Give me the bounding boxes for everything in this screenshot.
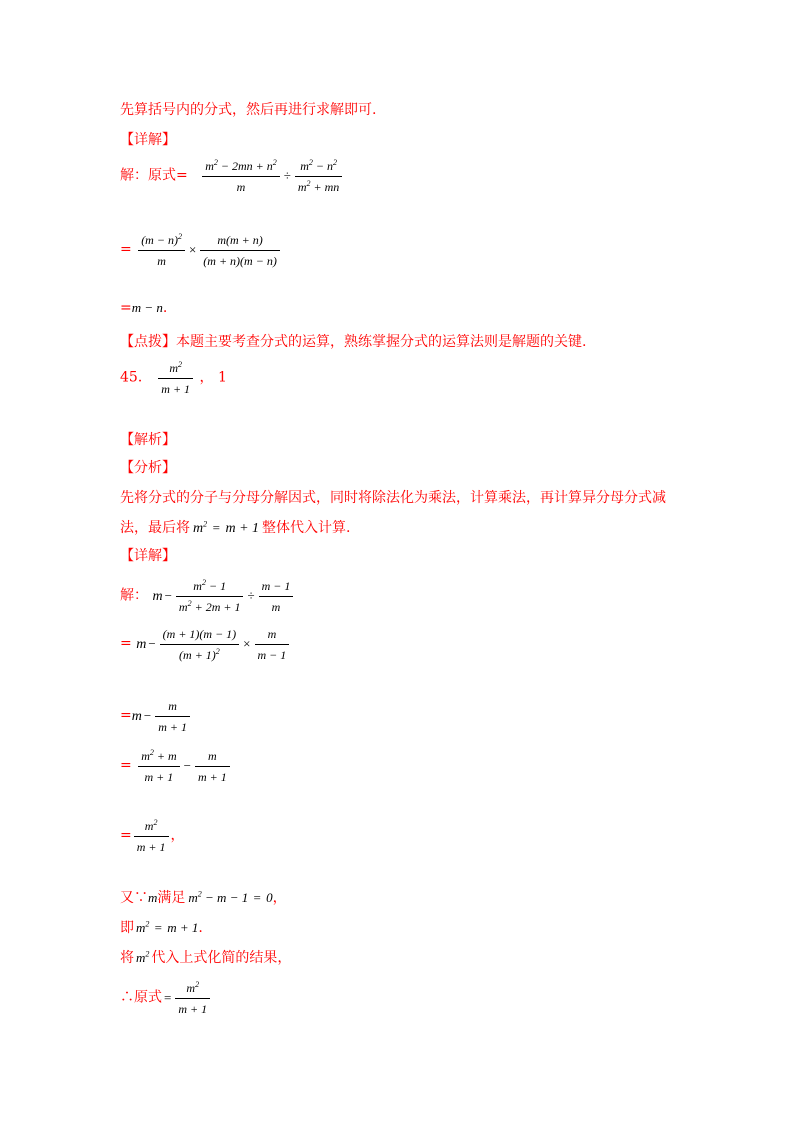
given-c: ， (272, 890, 287, 906)
step-1: 解： m − $\frac{m^2 - 1}{m^2 + 2m + 1}$ ÷ $\frac{m - 1}{m}$ (120, 578, 295, 615)
given-b: 满足 (157, 890, 186, 906)
detail-label-1: 【详解】 (120, 132, 176, 148)
sub-b: 代入上式化简的结果， (151, 950, 292, 966)
ie-line: 即 $m^2 = m + 1$. (120, 919, 203, 936)
step-3: =m − $\frac{m}{m + 1}$ (120, 698, 192, 735)
equals-sign-6: = (120, 827, 132, 844)
equals-sign: = (120, 241, 132, 258)
analysis-line-2b: 整体代入计算. (262, 520, 351, 536)
solution-line-1 (120, 158, 344, 195)
analysis-line-2a: 法，最后将 (120, 520, 190, 536)
conclusion-line: ∴原式 = $\frac{m^2}{m + 1}$ (120, 980, 212, 1017)
q45-second-answer: 1 (217, 369, 227, 386)
q45-fraction: $\frac{m^2}{m + 1}$ (156, 371, 195, 386)
equals-sign-2: = (120, 300, 132, 316)
tip-line: 【点拨】本题主要考查分式的运算，熟练掌握分式的运算法则是解题的关键. (120, 334, 587, 350)
detail-label-2: 【详解】 (120, 548, 176, 564)
solve-prefix: 解： (120, 587, 148, 604)
equals-sign-3: = (120, 635, 132, 652)
q45-answer (120, 360, 227, 397)
ie-b: . (198, 920, 203, 936)
step-2: = m − $\frac{(m + 1)(m - 1)}{(m + 1)^2}$ × $\frac{m}{m - 1}$ (120, 626, 291, 663)
conclusion-a: ∴原式 (120, 989, 162, 1006)
ie-a: 即 (120, 920, 134, 936)
step-4: = $\frac{m^2 + m}{m + 1}$ − $\frac{m}{m + 1}$ (120, 748, 232, 785)
analysis-line-2: 法，最后将 $m^2 = m + 1$ 整体代入计算. (120, 519, 351, 536)
fraction-1: $\frac{m^2 - 2mn + n^2}{m}$ ÷ $\frac{m^2 - n^2}{m^2 + mn}$ (192, 169, 344, 184)
equals-sign-5: = (120, 757, 132, 774)
analysis-line-1: 先将分式的分子与分母分解因式，同时将除法化为乘法，计算乘法，再计算异分母分式减 (120, 490, 666, 506)
analysis-label: 【解析】 (120, 432, 176, 448)
substitute-line: 将 $m^2$ 代入上式化简的结果， (120, 949, 292, 966)
q45-separator: ， (199, 369, 214, 386)
fenxi-label: 【分析】 (120, 460, 176, 476)
intro-line: 先算括号内的分式，然后再进行求解即可. (120, 102, 377, 118)
comma-1: ， (170, 827, 185, 844)
equals-sign-4: = (120, 707, 132, 724)
sub-a: 将 (120, 950, 134, 966)
step-5: = $\frac{m^2}{m + 1}$ ， (120, 818, 185, 854)
solution-line-2 (120, 232, 282, 269)
solution-line-3: =m − n. (120, 300, 168, 316)
solution-prefix: 解：原式= (120, 167, 188, 184)
fraction-2: $\frac{(m - n)^2}{m}$ × $\frac{m(m + n)}{(m + n)(m - n)}$ (136, 243, 282, 258)
given-line: 又∵m满足 $m^2 - m - 1 = 0$， (120, 889, 287, 906)
given-a: 又∵ (120, 890, 148, 906)
q45-number: 45． (120, 369, 152, 386)
